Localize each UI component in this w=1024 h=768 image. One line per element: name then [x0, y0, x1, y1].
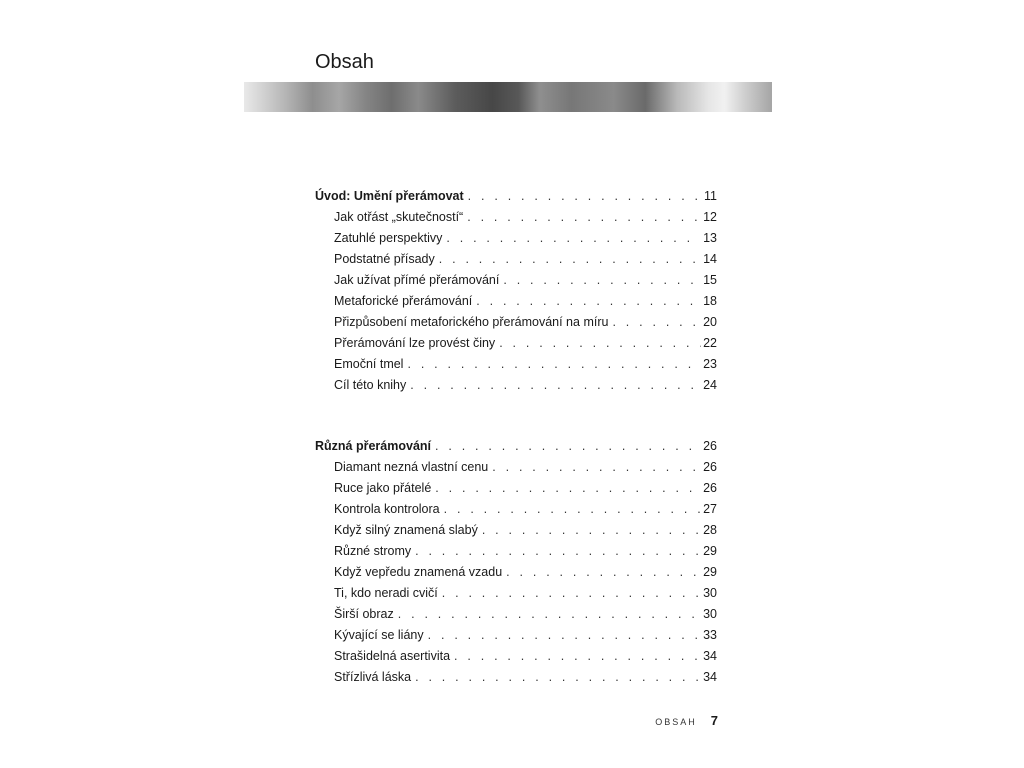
dot-leader [476, 291, 701, 312]
dot-leader [415, 541, 701, 562]
toc-page-number: 29 [703, 544, 717, 558]
toc-section [315, 436, 717, 688]
toc-entry-label: Jak otřást „skutečností“ [334, 210, 464, 224]
toc-page-number: 26 [703, 439, 717, 453]
toc-entry [315, 457, 717, 478]
toc-entry [315, 478, 717, 499]
dot-leader [428, 625, 701, 646]
toc-page-number: 11 [704, 189, 717, 203]
toc-entry [315, 228, 717, 249]
toc-entry [315, 207, 717, 228]
toc-heading-label: Úvod: Umění přerámovat [315, 189, 464, 203]
toc-entry-label: Širší obraz [334, 607, 394, 621]
dot-leader [482, 520, 701, 541]
toc-entry [315, 667, 717, 688]
toc-entry-label: Metaforické přerámování [334, 294, 473, 308]
dot-leader [612, 312, 701, 333]
toc-page-number: 20 [703, 315, 717, 329]
toc-entry-label: Zatuhlé perspektivy [334, 231, 443, 245]
toc-page-number: 27 [703, 502, 717, 516]
toc-entry [315, 354, 717, 375]
toc-entry [315, 291, 717, 312]
toc-page-number: 28 [703, 523, 717, 537]
toc-entry [315, 625, 717, 646]
dot-leader [506, 562, 701, 583]
dot-leader [439, 249, 701, 270]
toc-page-number: 33 [703, 628, 717, 642]
dot-leader [454, 646, 701, 667]
toc-page-number: 30 [703, 586, 717, 600]
toc-page-number: 26 [703, 460, 717, 474]
toc-entry-label: Ti, kdo neradi cvičí [334, 586, 438, 600]
toc-entry [315, 312, 717, 333]
toc-page-number: 13 [703, 231, 717, 245]
toc-entry [315, 249, 717, 270]
dot-leader [435, 478, 701, 499]
toc-entry-label: Emoční tmel [334, 357, 404, 371]
toc-page-number: 29 [703, 565, 717, 579]
toc-entry-label: Když silný znamená slabý [334, 523, 478, 537]
toc-entry-label: Kývající se liány [334, 628, 424, 642]
running-section-label: OBSAH [655, 717, 697, 727]
toc-page-number: 30 [703, 607, 717, 621]
dot-leader [398, 604, 701, 625]
toc-entry [315, 646, 717, 667]
toc-entry-label: Strašidelná asertivita [334, 649, 451, 663]
toc-entry [315, 604, 717, 625]
toc-entry-label: Různé stromy [334, 544, 412, 558]
toc-page-number: 14 [703, 252, 717, 266]
toc-section [315, 186, 717, 396]
dot-leader [468, 186, 701, 207]
page-footer [630, 713, 718, 728]
toc-entry [315, 562, 717, 583]
dot-leader [492, 457, 701, 478]
toc-entry-label: Přizpůsobení metaforického přerámování na míru [334, 315, 609, 329]
toc-entry [315, 541, 717, 562]
toc-page-number: 12 [703, 210, 717, 224]
dot-leader [503, 270, 701, 291]
toc-page-number: 34 [703, 670, 717, 684]
toc-heading-label: Různá přerámování [315, 439, 432, 453]
toc-entry [315, 520, 717, 541]
toc-page-number: 22 [703, 336, 717, 350]
dot-leader [410, 375, 701, 396]
dot-leader [446, 228, 701, 249]
toc-entry [315, 375, 717, 396]
toc-page-number: 18 [703, 294, 717, 308]
toc-section-heading [315, 186, 717, 207]
toc-entry-label: Podstatné přísady [334, 252, 435, 266]
toc-page-number: 24 [703, 378, 717, 392]
toc-entry-label: Cíl této knihy [334, 378, 407, 392]
title-gradient-band [244, 82, 772, 112]
toc-entry-label: Diamant nezná vlastní cenu [334, 460, 489, 474]
toc-section-heading [315, 436, 717, 457]
dot-leader [442, 583, 701, 604]
dot-leader [415, 667, 701, 688]
toc-entry-label: Kontrola kontrolora [334, 502, 440, 516]
page-title: Obsah [315, 51, 374, 73]
dot-leader [444, 499, 701, 520]
toc-entry-label: Ruce jako přátelé [334, 481, 432, 495]
page-number: 7 [710, 713, 718, 728]
dot-leader [435, 436, 701, 457]
toc-page-number: 23 [703, 357, 717, 371]
toc-entry-label: Střízlivá láska [334, 670, 412, 684]
toc-entry [315, 499, 717, 520]
dot-leader [407, 354, 701, 375]
toc-entry [315, 583, 717, 604]
toc-entry-label: Jak užívat přímé přerámování [334, 273, 500, 287]
toc-entry [315, 333, 717, 354]
dot-leader [499, 333, 701, 354]
toc-entry-label: Když vepředu znamená vzadu [334, 565, 503, 579]
toc-page-number: 34 [703, 649, 717, 663]
toc-entry [315, 270, 717, 291]
toc-entry-label: Přerámování lze provést činy [334, 336, 496, 350]
dot-leader [467, 207, 701, 228]
toc-page-number: 15 [703, 273, 717, 287]
toc-page-number: 26 [703, 481, 717, 495]
